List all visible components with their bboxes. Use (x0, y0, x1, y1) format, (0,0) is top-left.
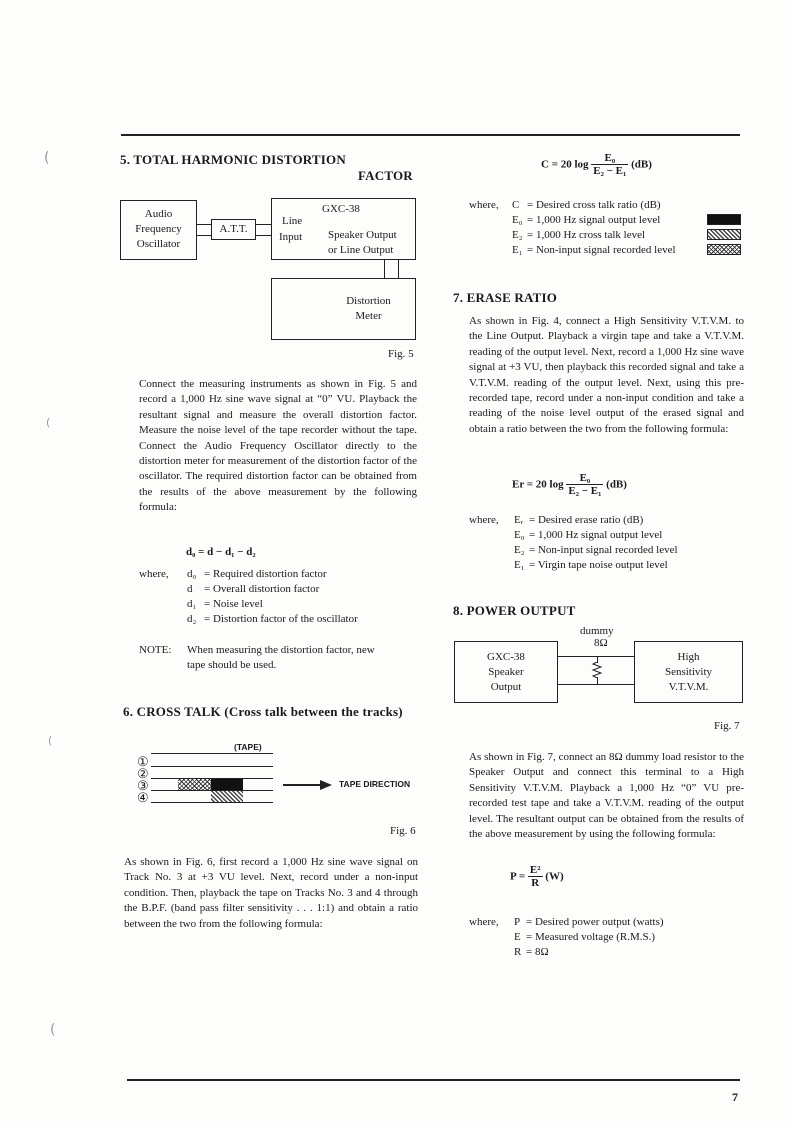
where-value: = Distortion factor of the oscillator (204, 613, 358, 625)
right-box-line3: V.T.V.M. (668, 681, 709, 693)
where-key: P (514, 916, 521, 928)
wire (558, 684, 634, 685)
where-value: = Required distortion factor (204, 568, 327, 580)
input-label: Input (279, 231, 303, 243)
where-value: = Overall distortion factor (204, 583, 320, 595)
distortion-meter-box (271, 278, 416, 340)
margin-mark: ( (46, 416, 51, 429)
resistor-lead (597, 677, 598, 684)
crosstalk-where (469, 198, 719, 260)
where-value: = Measured voltage (R.M.S.) (526, 931, 656, 943)
section8-paragraph: As shown in Fig. 7, connect an 8Ω dummy load resistor to the Speaker Output and connect this terminal to a High Sensitivity V.T.V.M. Playback a 1,000 Hz “0” VU pre-recorded test tape and take a V.T.V.M. reading of the output level. The resultant output can be obtained from the results of the above measurement by using the following formula: (469, 751, 744, 841)
power-where (469, 915, 739, 961)
wire (558, 656, 634, 657)
where-label: where, (469, 514, 499, 526)
audio-osc-line1: Audio (144, 208, 173, 220)
line-label: Line (282, 215, 303, 227)
att-box: A.T.T. (211, 219, 256, 240)
formula-lhs: P = (510, 870, 526, 883)
section5-where (139, 567, 419, 629)
power-formula (510, 864, 564, 889)
legend-swatch-solid (707, 214, 741, 225)
section5-formula: d₀ = d − d₁ − d₂ (186, 546, 256, 558)
note-label: NOTE: (139, 644, 172, 656)
direction-arrow-head (320, 780, 332, 790)
section7-paragraph: As shown in Fig. 4, connect a High Sensitivity V.T.V.M. to the Line Output. Playback a virgin tape and take a V.T.V.M. reading of the output level. Next, record a 1,000 Hz sine wave signal at +3 VU, then playback this recorded signal and take a V.T.V.M. reading of the output level. Next, using this pre-recorded tape, record under a non-input condition and take a reading of the noise level output of the erased signal and obtain a ratio between the two from the following formula: (469, 315, 744, 435)
section6-heading: 6. CROSS TALK (Cross talk between the tracks) (123, 704, 403, 719)
formula-lhs: C = 20 log (541, 158, 589, 171)
crosstalk-formula (541, 152, 652, 177)
track-number: ② (137, 766, 149, 781)
legend-swatch-cross (707, 244, 741, 255)
formula-unit: (dB) (606, 478, 627, 491)
wire (256, 235, 271, 236)
margin-mark: ( (44, 150, 50, 166)
where-value: = Desired cross talk ratio (dB) (527, 199, 661, 211)
track-line (151, 766, 273, 767)
formula-denominator: E₂ − E₁ (568, 485, 602, 497)
resistor-icon (591, 662, 603, 678)
formula-unit: (dB) (631, 158, 652, 171)
track-number: ④ (137, 790, 149, 805)
distortion-label: Distortion (346, 295, 391, 307)
right-box-line2: Sensitivity (664, 666, 713, 678)
where-value: = Non-input signal recorded level (527, 244, 676, 256)
section5-note (139, 643, 419, 675)
wire (384, 260, 385, 278)
where-label: where, (469, 916, 499, 928)
section5-paragraph: Connect the measuring instruments as shown in Fig. 5 and record a 1,000 Hz sine wave signal at “0” VU. Playback the resultant signal and measure the overall distortion factor. Measure the noise level of the tape recorder without the tape. Connect the Audio Frequency Oscillator directly to the distortion meter for measurement of the distortion factor of the oscillator. The required distortion factor can be obtained from the results of the above measurement by the following formula: (139, 378, 417, 514)
tape-label: (TAPE) (234, 742, 262, 752)
tape-edge (151, 753, 273, 754)
crosstalk-segment (211, 791, 243, 802)
formula-lhs: Er = 20 log (512, 478, 564, 491)
section5-heading-line1: 5. TOTAL HARMONIC DISTORTION (120, 152, 346, 167)
audio-oscillator-box (120, 200, 197, 260)
formula-denominator: E₂ − E₁ (593, 165, 627, 177)
audio-osc-line2: Frequency (135, 223, 182, 235)
wire (197, 224, 211, 225)
left-box-line3: Output (490, 681, 522, 693)
where-value: = Desired erase ratio (dB) (529, 514, 644, 526)
where-key: C (512, 199, 520, 211)
where-label: where, (139, 568, 169, 580)
margin-mark: ( (50, 1022, 56, 1038)
audio-osc-line3: Oscillator (136, 238, 181, 250)
fig5-label: Fig. 5 (388, 348, 414, 360)
where-key: E₂ (512, 229, 523, 241)
track-line (151, 802, 273, 803)
ohm-label: 8Ω (594, 637, 608, 649)
where-label: where, (469, 199, 499, 211)
meter-label: Meter (355, 310, 382, 322)
or-line-output-label: or Line Output (328, 244, 394, 256)
formula-numerator: E² (529, 864, 541, 876)
section6-paragraph: As shown in Fig. 6, first record a 1,000 Hz sine wave signal on Track No. 3 at +3 VU level. Next, record under a non-input condition. Then, playback the tape on Tracks No. 3 and 4 through the B.P.F. (band pass filter sensitivity . . . 1:1) and obtain a ratio between the two from the following formula: (124, 856, 418, 930)
dummy-label: dummy (580, 625, 614, 637)
right-box-line1: High (677, 651, 700, 663)
left-box-line2: Speaker (488, 666, 524, 678)
vtvm-box (634, 641, 743, 703)
where-value: = 1,000 Hz cross talk level (527, 229, 646, 241)
formula-numerator: E₀ (591, 152, 628, 165)
section5-heading-line2: FACTOR (358, 168, 413, 183)
where-key: d₂ (187, 613, 197, 625)
legend-swatch-hatch (707, 229, 741, 240)
formula-denominator: R (531, 877, 540, 889)
page-number: 7 (732, 1090, 738, 1104)
where-key: d₁ (187, 598, 197, 610)
left-box-line1: GXC-38 (487, 651, 525, 663)
gxc38-box (271, 198, 416, 260)
top-rule (121, 134, 740, 136)
where-key: d₀ (187, 568, 197, 580)
where-value: = Desired power output (watts) (526, 916, 664, 928)
formula-unit: (W) (545, 870, 564, 883)
where-value: = 1,000 Hz signal output level (529, 529, 663, 541)
track-number: ③ (137, 778, 149, 793)
where-key: E₁ (512, 244, 523, 256)
wire (398, 260, 399, 278)
tape-direction-label: TAPE DIRECTION (339, 779, 411, 789)
where-key: Eᵣ (514, 514, 524, 526)
non-input-recorded-segment (178, 779, 211, 790)
note-line2: tape should be used. (187, 659, 277, 671)
gxc38-speaker-box (454, 641, 558, 703)
wire (256, 224, 271, 225)
track-number: ① (137, 754, 149, 769)
signal-recorded-segment (211, 779, 243, 790)
wire (197, 235, 211, 236)
where-key: E₀ (512, 214, 523, 226)
fig6-label: Fig. 6 (390, 825, 416, 837)
where-key: E₁ (514, 559, 525, 571)
bottom-rule (127, 1079, 740, 1081)
where-key: E₂ (514, 544, 525, 556)
margin-mark: ( (48, 734, 53, 747)
speaker-output-label: Speaker Output (328, 229, 397, 241)
fig7-label: Fig. 7 (714, 720, 740, 732)
formula-numerator: E₀ (566, 472, 603, 485)
where-key: E (514, 931, 521, 943)
section7-heading: 7. ERASE RATIO (453, 290, 558, 305)
where-value: = Non-input signal recorded level (529, 544, 678, 556)
where-value: = Virgin tape noise output level (529, 559, 668, 571)
erase-formula (512, 472, 627, 497)
where-value: = Noise level (204, 598, 263, 610)
section8-heading: 8. POWER OUTPUT (453, 603, 576, 618)
note-line1: When measuring the distortion factor, new (187, 644, 375, 656)
where-key: d (187, 583, 193, 595)
erase-where (469, 513, 739, 575)
where-key: E₀ (514, 529, 525, 541)
where-key: R (514, 946, 522, 958)
gxc38-label: GXC-38 (322, 203, 360, 215)
where-value: = 1,000 Hz signal output level (527, 214, 661, 226)
where-value: = 8Ω (526, 946, 549, 958)
direction-arrow-shaft (283, 784, 325, 786)
